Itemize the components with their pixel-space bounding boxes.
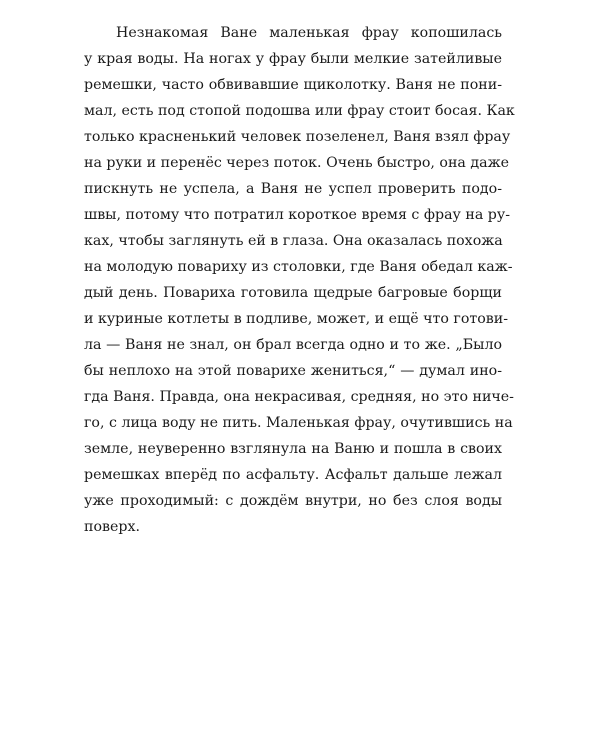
text-line: и куриные котлеты в подливе, может, и ещё что готови-	[84, 311, 509, 327]
text-line: дый день. Повариха готовила щедрые багровые борщи	[84, 285, 502, 301]
text-line: ремешки, часто обвивавшие щиколотку. Ваня не пони-	[84, 77, 502, 93]
text-line: ла — Ваня не знал, он брал всегда одно и то же. „Было	[84, 337, 502, 353]
text-line: го, с лица воду не пить. Маленькая фрау, очутившись на	[84, 415, 513, 431]
text-line: ках, чтобы заглянуть ей в глаза. Она оказалась похожа	[84, 233, 503, 249]
text-line: ремешках вперёд по асфальту. Асфальт дальше лежал	[84, 467, 502, 483]
text-line: бы неплохо на этой поварихе жениться,“ — думал ино-	[84, 363, 502, 379]
text-line: пискнуть не успела, а Ваня не успел проверить подо-	[84, 181, 502, 197]
text-line: на руки и перенёс через поток. Очень быстро, она даже	[84, 155, 510, 171]
text-line: гда Ваня. Правда, она некрасивая, средняя, но это ниче-	[84, 389, 514, 405]
text-line: поверх.	[84, 519, 140, 535]
text-line: Незнакомая Ване маленькая фрау копошилась	[116, 25, 502, 41]
text-line: земле, неуверенно взглянула на Ваню и пошла в своих	[84, 441, 502, 457]
text-line: только красненький человек позеленел, Ваня взял фрау	[84, 129, 511, 145]
text-line: на молодую повариху из столовки, где Ваня обедал каж-	[84, 259, 513, 275]
text-line: уже проходимый: с дождём внутри, но без слоя воды	[84, 493, 502, 509]
text-line: мал, есть под стопой подошва или фрау стоит босая. Как	[84, 103, 515, 119]
text-line: швы, потому что потратил короткое время с фрау на ру-	[84, 207, 511, 223]
text-line: у края воды. На ногах у фрау были мелкие затейливые	[84, 51, 502, 67]
